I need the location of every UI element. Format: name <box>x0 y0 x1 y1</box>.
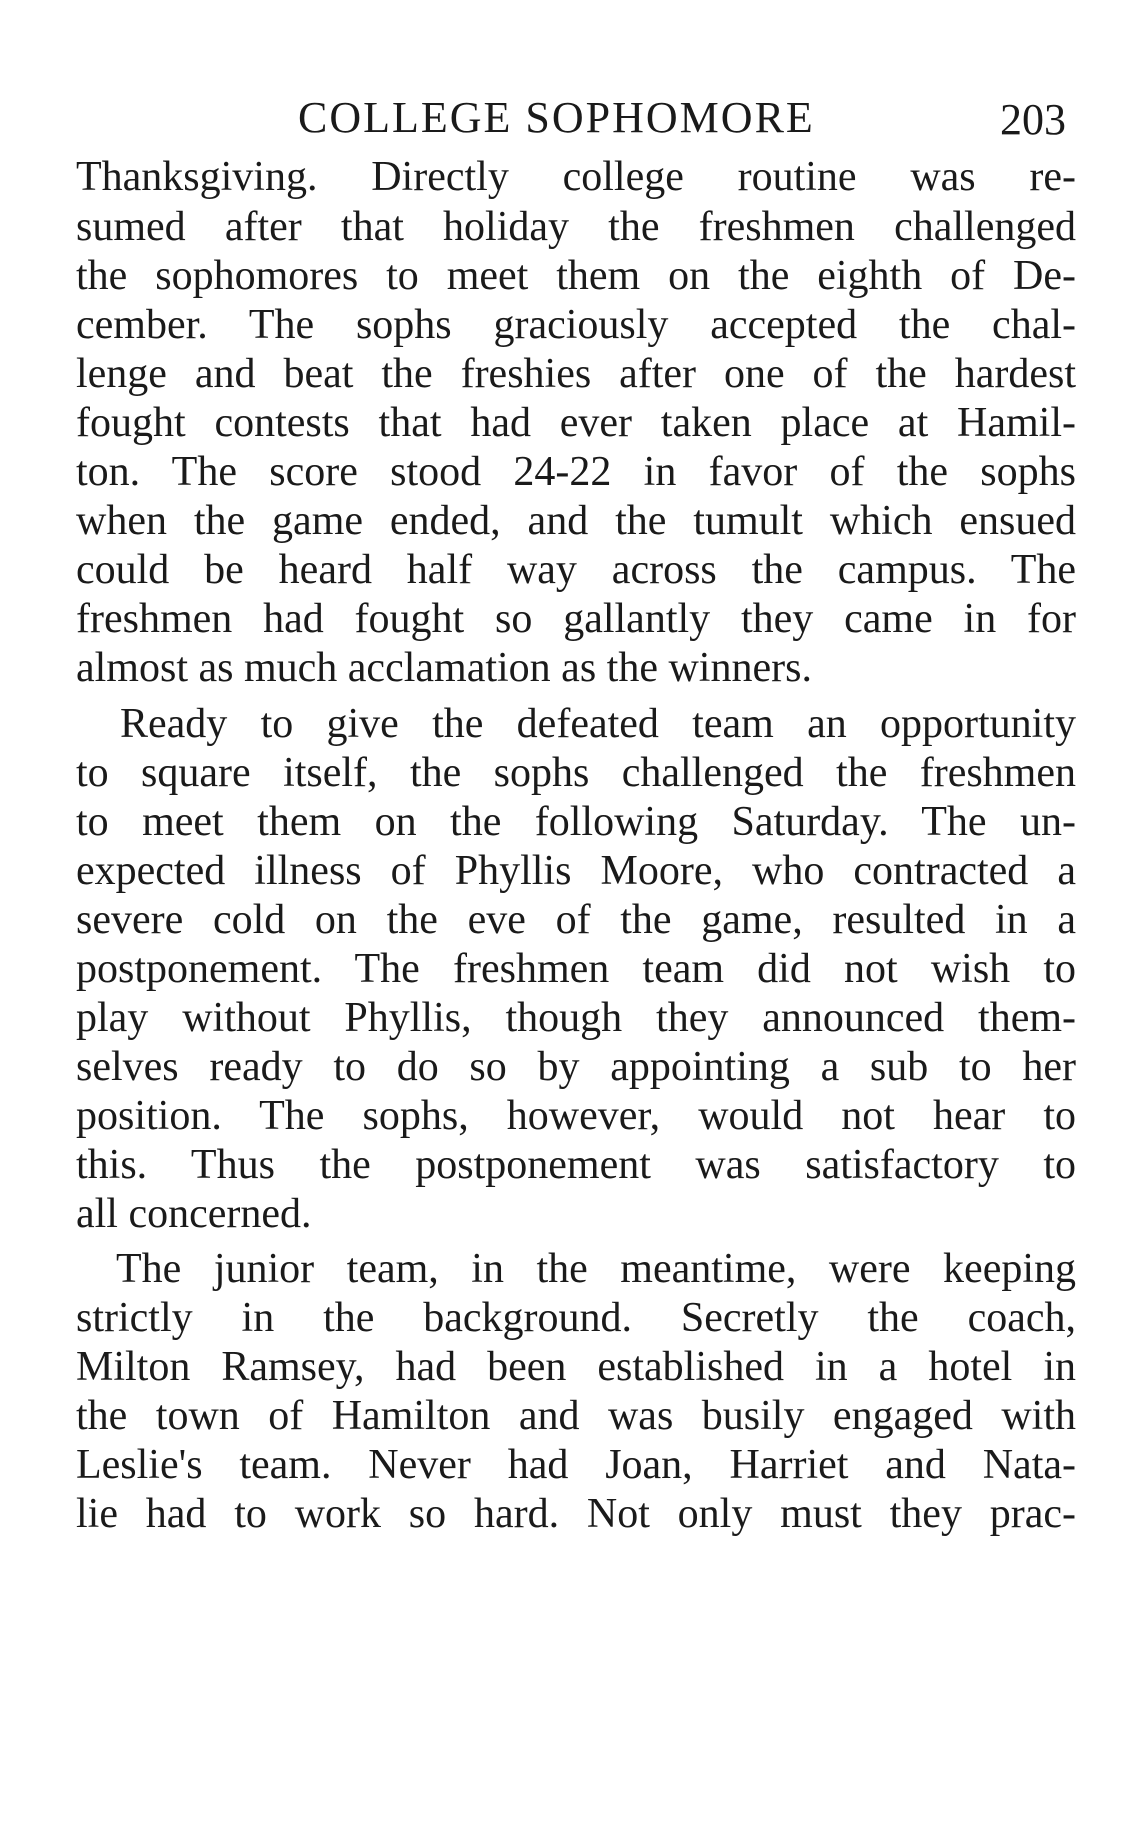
text-line: position. The sophs, however, would not hear to <box>76 1093 1076 1139</box>
text-line: the sophomores to meet them on the eighth of De- <box>76 253 1076 299</box>
running-title: COLLEGE SOPHOMORE <box>298 93 815 142</box>
text-line: the town of Hamilton and was busily engaged with <box>76 1393 1076 1439</box>
text-line: Leslie's team. Never had Joan, Harriet and Nata- <box>76 1442 1076 1488</box>
text-line: Milton Ramsey, had been established in a hotel in <box>76 1344 1076 1390</box>
text-line: this. Thus the postponement was satisfactory to <box>76 1142 1076 1188</box>
text-line: severe cold on the eve of the game, resulted in a <box>76 897 1076 943</box>
text-line: The junior team, in the meantime, were keeping <box>116 1246 1076 1292</box>
text-line: to square itself, the sophs challenged the freshmen <box>76 750 1076 796</box>
text-line: lenge and beat the freshies after one of the hardest <box>76 351 1076 397</box>
text-line: expected illness of Phyllis Moore, who contracted a <box>76 848 1076 894</box>
text-line: almost as much acclamation as the winners. <box>76 645 812 691</box>
text-line: play without Phyllis, though they announced them- <box>76 995 1076 1041</box>
text-line: when the game ended, and the tumult which ensued <box>76 498 1076 544</box>
text-line: freshmen had fought so gallantly they came in for <box>76 596 1076 642</box>
text-line: all concerned. <box>76 1191 312 1237</box>
text-line: could be heard half way across the campus. The <box>76 547 1076 593</box>
text-line: postponement. The freshmen team did not wish to <box>76 946 1076 992</box>
text-line: lie had to work so hard. Not only must they prac- <box>76 1491 1076 1537</box>
page-number: 203 <box>1000 95 1066 144</box>
running-head <box>0 88 1141 148</box>
text-line: Ready to give the defeated team an opportunity <box>120 701 1076 747</box>
text-line: to meet them on the following Saturday. The un- <box>76 799 1076 845</box>
text-line: selves ready to do so by appointing a sub to her <box>76 1044 1076 1090</box>
text-line: fought contests that had ever taken place at Hamil- <box>76 400 1076 446</box>
text-line: ton. The score stood 24-22 in favor of the sophs <box>76 449 1076 495</box>
text-line: strictly in the background. Secretly the coach, <box>76 1295 1076 1341</box>
text-line: Thanksgiving. Directly college routine was re- <box>76 154 1076 200</box>
text-line: cember. The sophs graciously accepted the chal- <box>76 302 1076 348</box>
text-line: sumed after that holiday the freshmen challenged <box>76 204 1076 250</box>
